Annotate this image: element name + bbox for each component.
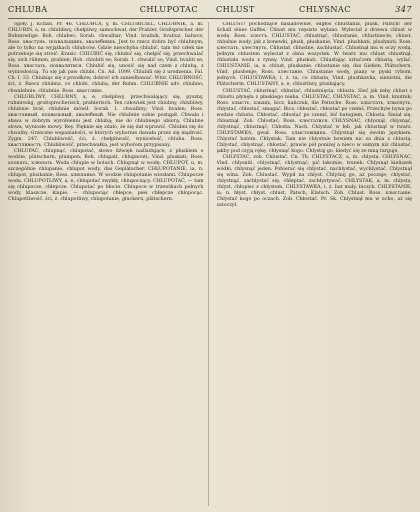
left-paragraph-1: ogóły. J. Kchan. Pr. 46. CHLUBCA, y, m. CHLUBICIEL, CHLUBNIK, a, m. CHLUBIN, a, m. chlubliwy, chełpliwy, samochwał, der Prahler, Großsprecher, der Ruhmredige. Boh. chlubec; Sorab. chwalbar; Vind. hvalnik, hvaliuz, bahavz; Ross. хвастунъ, похвальщикъ, хвалебникъ. Jest to rzecz dobra być chlubnym; ale to tylko na wyjątkach chlubców. Gdzie nieochyba chlubić, tam też człek nie potrzebuje się stroić. Krasic. CHLUBIĆ się, chlubić się, chełpić się, przechwalać się, sich rühmen, prahlen; Boh. chlubiti se; Sorab. 1. chwalić so; Vind. hvaliti se; Ross. хвастать, похвалятися. Chlubić się, unosić się nad czem z chlubą, z wyniosłością. Tu się jak paw chlubi. Cn. Ad. 1099. Chlubili się z urodzenia. Fal. Ch. I. 33. Chlubiąc się z przodków, dobroć ich zaniedbawać. Wtór. CHLUBNOŚĆ, ści, ż. Rzecz chlubna, co chlubi, chluba, der Ruhm. CHLUBNIE adv. chlubno; chwalebnie, chlubnie. Ross. хвастливо. bbox=[8, 22, 204, 94]
right-paragraph-3: CHLYSTAC, zob. Chlustać. Cn. Th. CHLYSTACZ, a, m. chlysta. CHLYSNAC, Vind. chlysniti, chlystnąć, chlystnąć; pić łakomie, trunek. Chlysnął kieliszek wódki, chlysnąć jeden. Pobierać się chlystać, nachlystać, wychlystać. Chlystnął się wina. Zob. Chlustać. Wypił na chlyst. Chlyśnij go, aż poczuje; chlystać, chlystnąć, zachlystać się, chłeptać, zachłystywać. CHLYSTAK, a, m. chlysta, chlyst, chłopiec z chlystem. CHLYSTAWKA, i, ż. bat mały, biczyk. CHLYSTANIE, ia, n. hłyst, chłyst, chlust, Patsch, Klatsch. Zob. Chlust. Ross. хлыстаніе. Chlystać kogo po oczach. Zob. Chłostać. Pr. Sk. Chlystnął mu w ucho, aż się zatoczył. bbox=[216, 155, 412, 209]
right-paragraph-2: CHLUSTAĆ, chlustnąć, chlustać, chlustnięcia, chlusta. Sieć jak żeby chlust z chlustu płynęła z płaskiego nieba. CHLUSTAC, CHLYSTAC, a, m. Vind. knutnik; Ross. хлыстъ, хлыщъ, bicz, kańczuk, die Peitsche. Ross. хлыстать, хлыснуть, chlystać, chłostać, smagać. Bicz; chłostać, chłostać po czemś. Przechyle bywa po wodzie chlusta. Chłostać, chłostać po czemś, bić batogiem, Chłosta. Śmiał się, chlustnął. Zob. Chłostać; Ross. хлестатися. CHLYSNAC, chlysnął, chlysnąć, chlystnąć, chlustnąć; Chłosta. Nach. Chlystać w łeb, jak chlustnął w twarz. CHLYSTAWKA, gwał. Ross. хлыстовщина. Chlystnął się swoim językiem. Chlystać batem. Chlystak. Tam nie chlystnie bowiem nic za dnia z chlustą. Chlystać, chlystnąć, chłostać, prawie pół poniżej a nieco w samym niż chlustać, jakby pod czyją rękę, chłysnąć kogo. Chlystaj go, kiedyć się ze mną targuje. bbox=[216, 88, 412, 154]
header-left-word-2: CHLUPOTAC bbox=[139, 4, 198, 14]
header-right-word-2: CHLYSNAC bbox=[299, 4, 351, 14]
text-columns bbox=[8, 22, 412, 506]
running-header bbox=[8, 4, 412, 19]
header-left bbox=[8, 4, 210, 14]
header-left-word-1: CHLUBA bbox=[8, 4, 48, 14]
left-paragraph-3: CHLUPAĆ, chlupnąć, chlupotać, słowo dźwięk naśladujące, z pluskiem o wodzie, plätschern, plumpen; Boh. chlupati, chlupnouti; Vind. pluskati; Ross. хлопать, хлюпать. Woda chlupie w botach. Chlupnął w wodę. CHLUPOT, u, m. szczególnie chlupanie, chlupot wody, das Geplätscher. CHLUPOTANIE, ia, n. chlupot, pluskanie; Ross. хлюпанье. W wodzie chlupotanie wiosłami. Chlupocze woda. CHLUPOTLIWY, a, e, chlupotać zwykły, chlupoczący. CHLUPOTAĆ, — tam się chlupocze, chłepcze. Chlupotać po błocie. Chlupoce w trzewikach pełnych wody, klaszcze, klapie. — chlupociąc chłepce, pies chłepcze chłopocąc. Chlupotliwość, ści, ż. chlupotliwy, chlupotanie, gluckern, plätschern. bbox=[8, 148, 204, 203]
header-right bbox=[210, 4, 412, 14]
page-number: 347 bbox=[395, 4, 412, 14]
header-right-word-1: CHLUST bbox=[216, 4, 255, 14]
right-paragraph-1: CHLUST! pochodzące naśladownie, odgłos chlustania, plusk, Patsch! der Schall eines Guffes. Chlust mu rzęsisto wylano. Wyleciał z drzewa chlust w wodę. Ross. хлестъ. CHLUSTAĆ, chlustnąć, chlustanie, chlustniecie, chlust, chluśnie wody, jak z konewki, plusk, pluskanie, Vind. plushkati, plushnuti; Ross. хлестать, хлестнуть. Chlustał, chlustne, zachlustać. Chlustnął mu w oczy wodą. Jednym chlustem wyleciał z okna wszystek. W twarz mu chlust chlustnął, chlustała woda z rynny. Vind. pluskati. Chlustając sztućcem chlustą, wylać. CHLUSTANIE, ia, n. chlust, pluskanie, chlustanie się, das Gießen, Plätschern. Vind. plushenje; Ross. хлестаніе. Chlustanie wody, piany w pyski rybom, jednych. CHLUSTAWKA, i, ż. ta, co chlusta, Vind. plushkavka, sinnistni, die Plätscherin. CHLUSTANY, a, e, chlustliwy, pluskający. bbox=[216, 22, 412, 88]
right-column bbox=[217, 22, 413, 506]
left-paragraph-2: CHLUBLIWY, CHLUBNY, a, e, chełpliwy, przechwalający się, pyszny, ruhmredig, großsprecherisch, prahlerisch. Ten człowiek jest chlubny, chlubliwy, chlubnie brał, chlubnie mówił. Sorab. 1. chwalbny; Vind. hvalen; Ross. хвастливый, похвальный, хвалебный. Nie chlubnie sobie postąpił. Chwała i sława w dobrym wyrobieniu jest chlubą; nie do chlubnego ubiorą. Chlubne słowa, wyniosłe mowy. Rey. Pięknie się zdało, że się dał wprawić. Chlubni się do chwalby. Grzeczne wspaniałości, w których wybornie dawała przez się mądrość. Zygm. 247. Chlubliwość, ści, ż. chełpliwość, wyniosłość, chluba. Ross. хвастливость. Chlubliwość, przechwałka, jest wyborem przypisany. bbox=[8, 94, 204, 148]
left-column bbox=[8, 22, 209, 506]
